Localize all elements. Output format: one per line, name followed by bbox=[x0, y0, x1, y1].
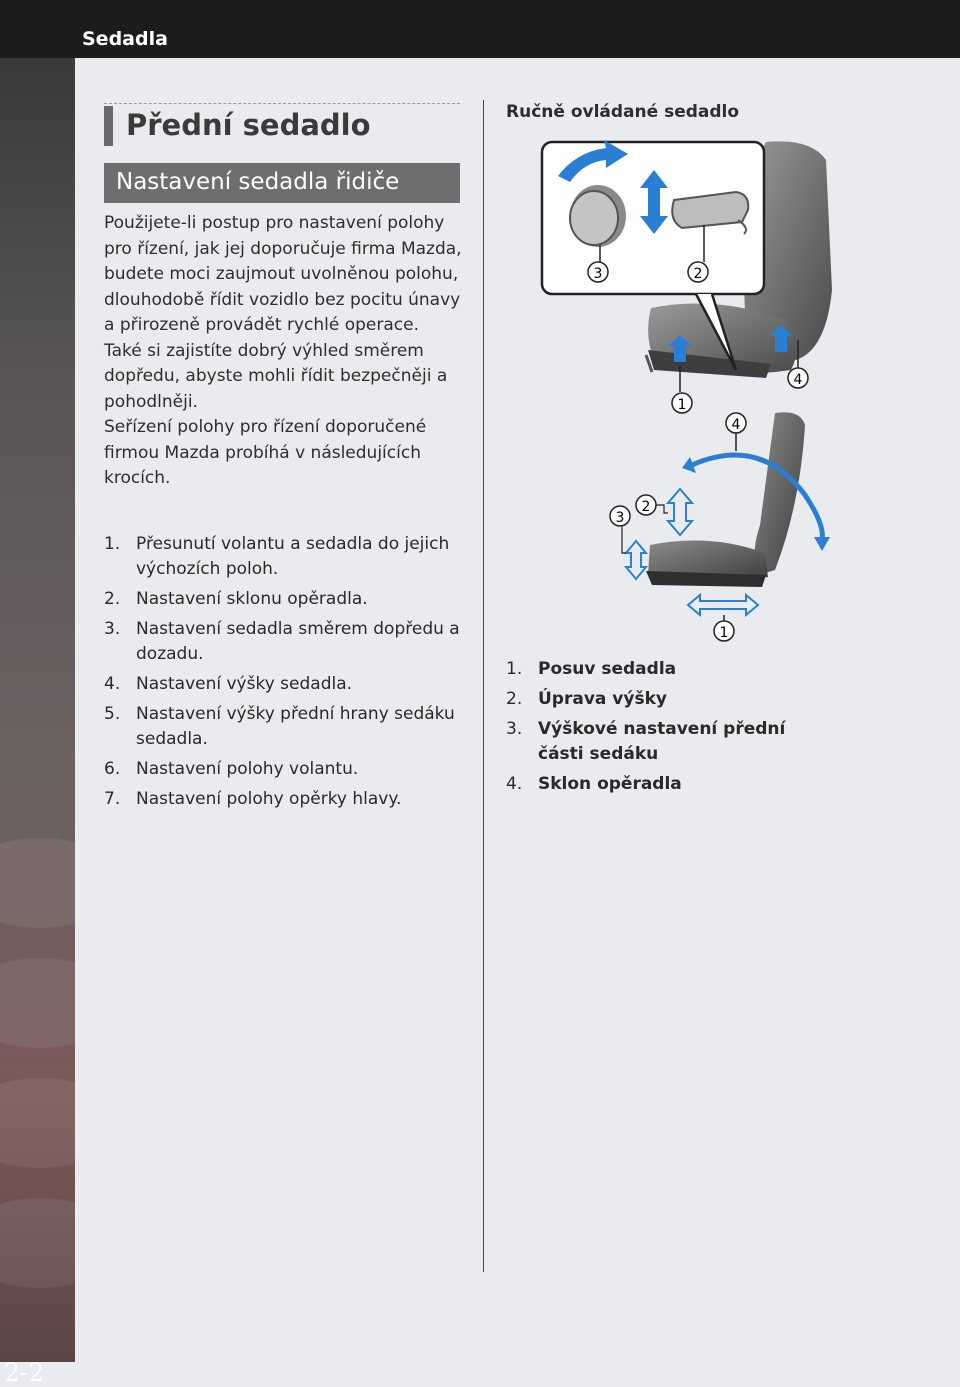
list-text: Sklon opěradla bbox=[538, 774, 682, 794]
page-number: 2-2 bbox=[4, 1358, 45, 1387]
dotted-rule bbox=[104, 103, 460, 104]
list-text: Nastavení polohy opěrky hlavy. bbox=[136, 789, 402, 809]
list-number: 7. bbox=[104, 789, 121, 809]
callout-number: 2 bbox=[641, 499, 651, 515]
up-down-arrow-icon bbox=[668, 489, 692, 535]
callout-number: 4 bbox=[793, 372, 803, 388]
list-text: Nastavení výšky sedadla. bbox=[136, 674, 353, 694]
list-item bbox=[104, 672, 466, 697]
up-down-arrow-icon bbox=[626, 541, 646, 579]
subsection-title: Nastavení sedadla řidiče bbox=[116, 169, 400, 195]
list-text: Přesunutí volantu a sedadla do jejich výchozích poloh. bbox=[136, 534, 450, 579]
callout-number: 3 bbox=[615, 510, 625, 526]
section-heading bbox=[104, 106, 460, 146]
legend-list bbox=[506, 657, 806, 802]
list-number: 2. bbox=[506, 689, 523, 709]
column-divider bbox=[483, 100, 484, 1272]
callout-number: 1 bbox=[677, 397, 687, 413]
recline-arc-arrow-icon bbox=[692, 455, 822, 540]
list-number: 1. bbox=[104, 534, 121, 554]
list-item bbox=[104, 787, 466, 812]
intro-text bbox=[104, 211, 464, 492]
list-text: Nastavení polohy volantu. bbox=[136, 759, 359, 779]
steps-list bbox=[104, 532, 466, 817]
figure-heading: Ručně ovládané sedadlo bbox=[506, 102, 740, 122]
list-text: Úprava výšky bbox=[538, 689, 667, 709]
subsection-heading bbox=[104, 163, 460, 203]
section-title: Přední sedadlo bbox=[126, 108, 371, 142]
list-number: 5. bbox=[104, 704, 121, 724]
callout-number: 3 bbox=[593, 266, 603, 282]
callout-number: 1 bbox=[719, 625, 729, 641]
seat-diagram-figure bbox=[600, 405, 840, 645]
list-text: Nastavení sedadla směrem dopředu a dozadu. bbox=[136, 619, 460, 664]
sidebar-decoration bbox=[0, 58, 75, 1387]
seat-photo-figure bbox=[536, 130, 836, 420]
recline-knob-icon bbox=[570, 185, 626, 247]
list-number: 2. bbox=[104, 589, 121, 609]
intro-paragraph: Seřízení polohy pro řízení doporučené firmou Mazda probíhá v následujících krocích. bbox=[104, 417, 427, 488]
list-number: 1. bbox=[506, 659, 523, 679]
list-item bbox=[104, 702, 466, 752]
list-item bbox=[104, 587, 466, 612]
heading-bar bbox=[104, 106, 113, 146]
list-text: Nastavení sklonu opěradla. bbox=[136, 589, 368, 609]
list-item bbox=[104, 757, 466, 782]
seat-backrest-side bbox=[754, 412, 805, 575]
list-number: 4. bbox=[506, 774, 523, 794]
list-number: 4. bbox=[104, 674, 121, 694]
list-text: Výškové nastavení přední části sedáku bbox=[538, 719, 786, 764]
list-text: Posuv sedadla bbox=[538, 659, 677, 679]
list-item bbox=[506, 657, 806, 682]
left-right-arrow-icon bbox=[688, 595, 758, 615]
list-number: 3. bbox=[104, 619, 121, 639]
callout-number: 2 bbox=[693, 266, 703, 282]
callout-number: 4 bbox=[731, 417, 741, 433]
list-number: 6. bbox=[104, 759, 121, 779]
intro-paragraph: Také si zajistíte dobrý výhled směrem dopředu, abyste mohli řídit bezpečněji a pohodlněji. bbox=[104, 340, 448, 412]
header-bar bbox=[0, 0, 960, 58]
chapter-title: Sedadla bbox=[82, 28, 168, 50]
intro-paragraph: Použijete-li postup pro nastavení polohy pro řízení, jak jej doporučuje firma Mazda, budete moci zaujmout uvolněnou polohu, dlouhodobě řídit vozidlo bez pocitu únavy a přirozeně provádět rychlé operace. bbox=[104, 213, 462, 335]
list-item bbox=[104, 532, 466, 582]
list-text: Nastavení výšky přední hrany sedáku sedadla. bbox=[136, 704, 455, 749]
list-item bbox=[506, 717, 806, 767]
list-item bbox=[104, 617, 466, 667]
list-number: 3. bbox=[506, 719, 523, 739]
list-item bbox=[506, 687, 806, 712]
list-item bbox=[506, 772, 806, 797]
